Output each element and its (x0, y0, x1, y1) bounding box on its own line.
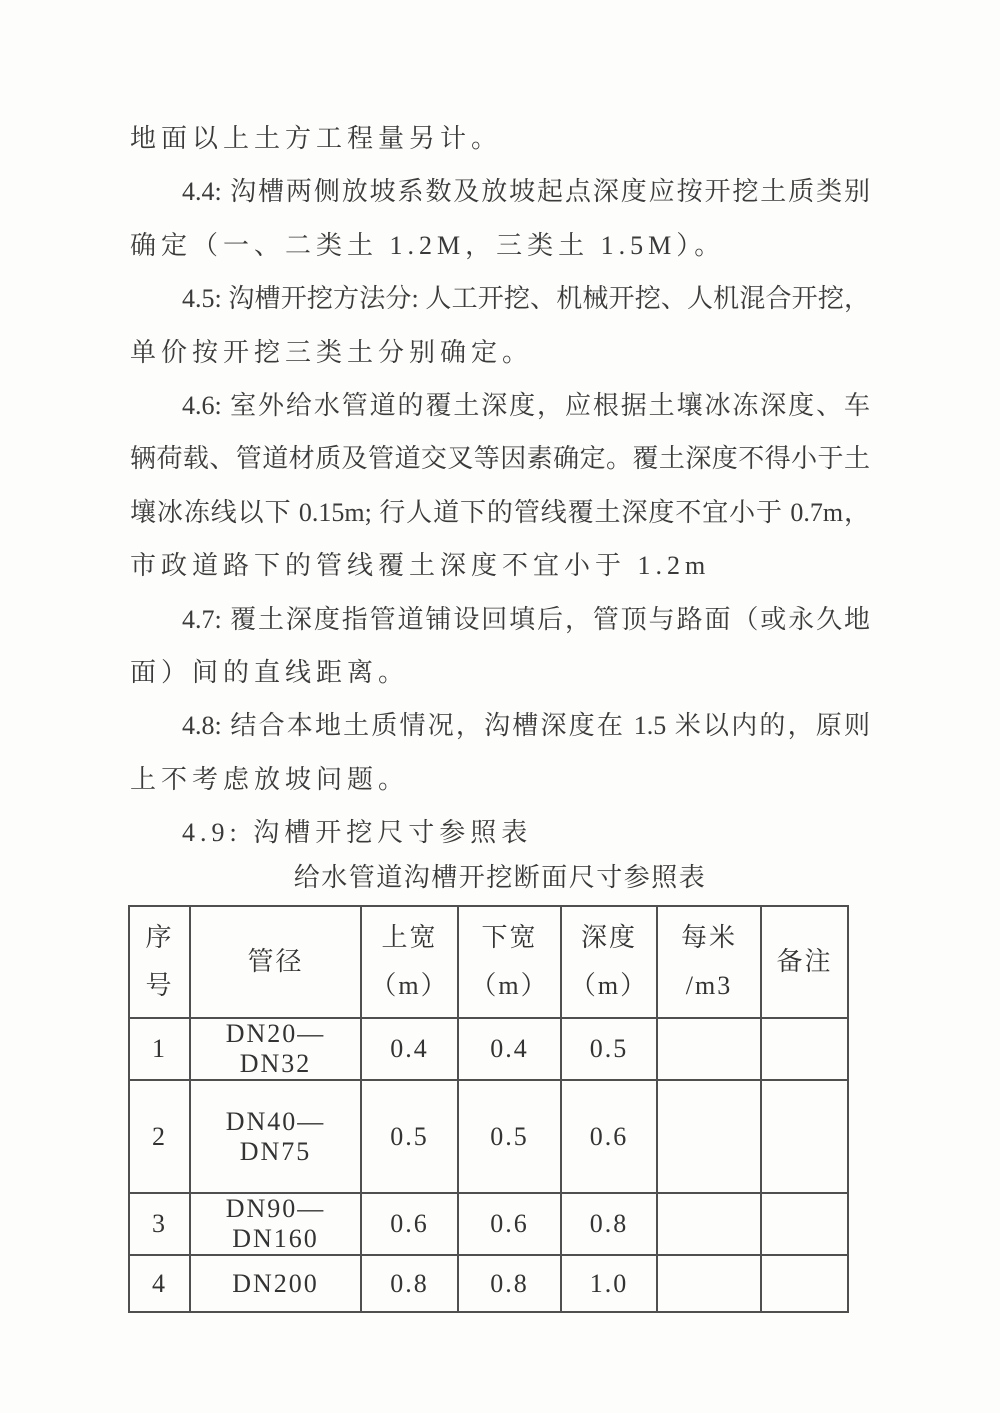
cell-depth: 0.8 (561, 1193, 657, 1255)
header-label: 上宽 (381, 923, 438, 952)
header-label: 深度 (580, 923, 637, 952)
text-line: 4.4: 沟槽两侧放坡系数及放坡起点深度应按开挖土质类别 (182, 177, 870, 207)
cell-remark (761, 1018, 848, 1080)
header-label: （m） (370, 971, 449, 1000)
header-label: 每米 (680, 923, 737, 952)
header-label: 序 (145, 923, 174, 952)
text-line: 壤冰冻线以下 0.15m; 行人道下的管线覆土深度不宜小于 0.7m， (130, 497, 870, 527)
text-line: 单价按开挖三类土分别确定。 (130, 337, 534, 367)
cell-bottom-width: 0.8 (458, 1255, 561, 1312)
text-line: 地面以上土方工程量另计。 (130, 124, 503, 153)
cell-bottom-width: 0.5 (458, 1080, 561, 1193)
cell-per-meter (657, 1080, 761, 1193)
header-label: （m） (569, 971, 649, 1000)
cell-bottom-width: 0.6 (458, 1193, 561, 1255)
cell-per-meter (657, 1255, 761, 1312)
cell-bottom-width: 0.4 (458, 1018, 561, 1080)
table-row (129, 1255, 848, 1312)
cell-remark (761, 1080, 848, 1193)
cell-no: 4 (129, 1255, 190, 1312)
cell-depth: 0.6 (561, 1080, 657, 1193)
text-line: 辆荷载、管道材质及管道交叉等因素确定。覆土深度不得小于土 (130, 444, 870, 474)
text-line: 4.5: 沟槽开挖方法分: 人工开挖、机械开挖、人机混合开挖， (182, 284, 870, 314)
table-header-row (129, 906, 848, 1018)
cell-diameter: DN200 (190, 1255, 361, 1312)
cell-top-width: 0.5 (361, 1080, 458, 1193)
cell-remark (761, 1193, 848, 1255)
header-label: 管径 (247, 947, 304, 976)
text-line: 确定（一、二类土 1.2M，三类土 1.5M）。 (130, 230, 726, 260)
header-label: 备注 (776, 947, 833, 976)
header-cell-per-meter (657, 906, 761, 1018)
cell-remark (761, 1255, 848, 1312)
text-line: 4.7: 覆土深度指管道铺设回填后，管顶与路面（或永久地 (182, 604, 870, 634)
cell-diameter: DN90—DN160 (190, 1193, 361, 1255)
cell-depth: 1.0 (561, 1255, 657, 1312)
header-cell-depth (561, 906, 657, 1018)
cell-per-meter (657, 1193, 761, 1255)
header-cell-no (129, 906, 190, 1018)
cell-top-width: 0.8 (361, 1255, 458, 1312)
text-line: 4.9: 沟槽开挖尺寸参照表 (182, 818, 533, 848)
header-label: （m） (470, 971, 549, 1000)
text-line: 4.6: 室外给水管道的覆土深度，应根据土壤冰冻深度、车 (182, 390, 870, 420)
table-title: 给水管道沟槽开挖断面尺寸参照表 (293, 863, 707, 892)
cell-diameter: DN20—DN32 (190, 1018, 361, 1080)
header-label: 号 (145, 971, 174, 1000)
cell-diameter: DN40—DN75 (190, 1080, 361, 1193)
header-cell-bottom-width (458, 906, 561, 1018)
text-line: 上不考虑放坡问题。 (130, 764, 410, 794)
table-row (129, 1080, 848, 1193)
header-cell-remark (761, 906, 848, 1018)
cell-no: 1 (129, 1018, 190, 1080)
header-cell-top-width (361, 906, 458, 1018)
header-label: /m3 (685, 971, 733, 1000)
cell-depth: 0.5 (561, 1018, 657, 1080)
cell-no: 2 (129, 1080, 190, 1193)
table-row (129, 1193, 848, 1255)
text-line: 面）间的直线距离。 (130, 657, 410, 687)
cell-top-width: 0.6 (361, 1193, 458, 1255)
text-line: 4.8: 结合本地土质情况，沟槽深度在 1.5 米以内的，原则 (182, 711, 870, 741)
header-label: 下宽 (481, 923, 538, 952)
text-line: 市政道路下的管线覆土深度不宜小于 1.2m (130, 551, 711, 581)
body-text (130, 112, 870, 859)
cell-no: 3 (129, 1193, 190, 1255)
header-cell-diameter (190, 906, 361, 1018)
reference-table (128, 905, 849, 1313)
table-row (129, 1018, 848, 1080)
cell-per-meter (657, 1018, 761, 1080)
cell-top-width: 0.4 (361, 1018, 458, 1080)
